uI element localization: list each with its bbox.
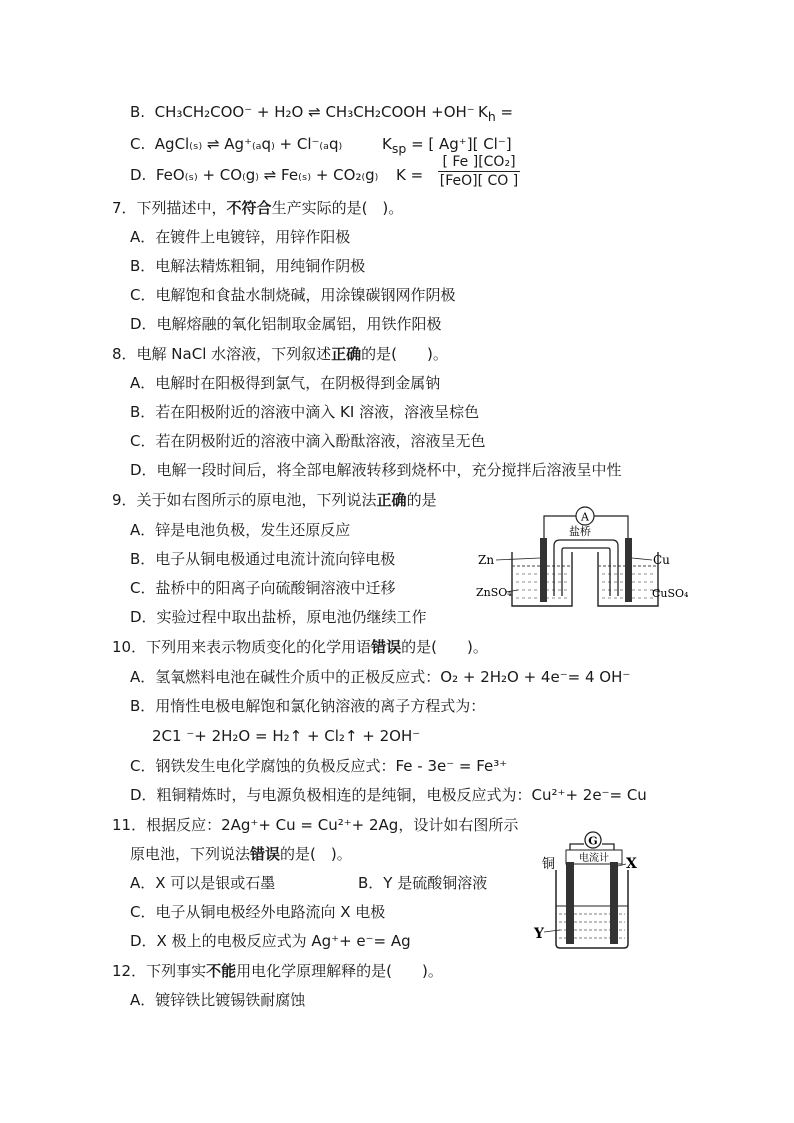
x-label: X <box>626 856 637 872</box>
stem-keyword: 正确 <box>331 345 362 363</box>
q11-option-c: C．电子从铜电极经外电路流向 X 电极 <box>130 903 386 921</box>
q6-option-b-label: B. <box>130 103 146 121</box>
q6-option-c-equation: AgCl₍ₛ₎ ⇌ Ag⁺₍ₐq₎ + Cl⁻₍ₐq₎ <box>154 135 343 153</box>
stem-text: 9．关于如右图所示的原电池，下列说法 <box>112 491 377 509</box>
stem-text: 12．下列事实 <box>112 962 207 980</box>
q6-option-b-k <box>478 102 513 127</box>
q6-option-d <box>130 165 378 185</box>
x-electrode <box>610 862 618 944</box>
fraction-denominator: [FeO][ CO ] <box>439 173 519 189</box>
q10-option-c: C．钢铁发生电化学腐蚀的负极反应式：Fe - 3e⁻ = Fe³⁺ <box>130 757 508 775</box>
k-subscript: h <box>487 109 496 124</box>
q12-stem <box>112 961 443 981</box>
stem-text: 用电化学原理解释的是( )。 <box>236 962 443 980</box>
q6-option-c <box>130 134 342 154</box>
znso4-label: ZnSO₄ <box>476 586 512 599</box>
q12-option-a: A．镀锌铁比镀锡铁耐腐蚀 <box>130 991 306 1009</box>
q11-option-b: B．Y 是硫酸铜溶液 <box>358 874 488 892</box>
stem-text: 7．下列描述中， <box>112 199 227 217</box>
stem-text: 8．电解 NaCl 水溶液，下列叙述 <box>112 345 332 363</box>
q8-option-d: D．电解一段时间后，将全部电解液转移到烧杯中，充分搅拌后溶液呈中性 <box>130 461 622 479</box>
stem-text: 生产实际的是( )。 <box>271 199 404 217</box>
k-subscript: sp <box>391 141 407 156</box>
q9-cell-diagram <box>476 500 696 612</box>
k-expression: = <box>495 103 514 121</box>
fraction-numerator: [ Fe ][CO₂] <box>442 154 516 170</box>
q9-option-c: C．盐桥中的阳离子向硫酸铜溶液中迁移 <box>130 579 396 597</box>
y-label: Y <box>534 926 544 942</box>
stem-keyword: 错误 <box>371 638 402 656</box>
q11-option-d: D．X 极上的电极反应式为 Ag⁺+ e⁻= Ag <box>130 932 411 950</box>
stem-text: 10．下列用来表示物质变化的化学用语 <box>112 638 372 656</box>
q8-option-b: B．若在阳极附近的溶液中滴入 KI 溶液，溶液呈棕色 <box>130 403 480 421</box>
stem-text: 的是( )。 <box>361 345 448 363</box>
q6-option-b <box>130 102 475 122</box>
q6-option-d-label: D. <box>130 166 147 184</box>
k-symbol: K <box>382 135 392 153</box>
q7-stem <box>112 198 403 218</box>
q10-stem <box>112 637 488 657</box>
q9-option-a: A．锌是电池负极，发生还原反应 <box>130 521 351 539</box>
q9-option-d: D．实验过程中取出盐桥，原电池仍继续工作 <box>130 608 427 626</box>
salt-bridge-inner <box>562 548 610 596</box>
stem-keyword: 不符合 <box>226 199 272 217</box>
stem-text: 原电池，下列说法 <box>130 845 251 863</box>
cuso4-label: CuSO₄ <box>652 587 689 600</box>
q10-option-a: A．氢氧燃料电池在碱性介质中的正极反应式：O₂ + 2H₂O + 4e⁻= 4 OH⁻ <box>130 668 631 686</box>
q6-option-b-equation: CH₃CH₂COO⁻ + H₂O ⇌ CH₃CH₂COOH +OH⁻ <box>154 103 475 121</box>
cu-label: Cu <box>653 553 670 567</box>
stem-keyword: 正确 <box>376 491 407 509</box>
q10-option-d: D．粗铜精炼时，与电源负极相连的是纯铜，电极反应式为：Cu²⁺+ 2e⁻= Cu <box>130 786 647 804</box>
zn-electrode <box>540 538 547 602</box>
q11-option-a: A．X 可以是银或石墨 <box>130 874 276 892</box>
copper-electrode <box>566 862 574 944</box>
q6-option-d-k: K = <box>396 166 424 184</box>
q6-option-d-fraction <box>438 154 520 189</box>
galvanometer-symbol: G <box>588 834 598 848</box>
q7-option-a: A．在镀件上电镀锌，用锌作阳极 <box>130 228 351 246</box>
q7-option-b: B．电解法精炼粗铜，用纯铜作阴极 <box>130 257 366 275</box>
stem-text: 的是 <box>406 491 437 509</box>
q11-cell-diagram <box>532 826 652 956</box>
stem-keyword: 不能 <box>206 962 237 980</box>
q8-stem <box>112 344 448 364</box>
q6-option-d-equation: FeO₍ₛ₎ + CO₍g₎ ⇌ Fe₍ₛ₎ + CO₂₍g₎ <box>155 166 379 184</box>
k-symbol: K <box>478 103 488 121</box>
q10-option-b: B．用惰性电极电解饱和氯化钠溶液的离子方程式为： <box>130 697 486 715</box>
k-expression: = [ Ag⁺][ Cl⁻] <box>406 135 512 153</box>
zn-label: Zn <box>478 553 495 567</box>
q7-option-d: D．电解熔融的氧化铝制取金属铝，用铁作阳极 <box>130 315 442 333</box>
q7-option-c: C．电解饱和食盐水制烧碱，用涂镍碳钢网作阴极 <box>130 286 456 304</box>
q9-stem <box>112 490 437 510</box>
q6-option-c-label: C. <box>130 135 146 153</box>
salt-bridge-label: 盐桥 <box>569 525 591 538</box>
q9-option-b: B．电子从铜电极通过电流计流向锌电极 <box>130 550 396 568</box>
meter-label: 电流计 <box>579 853 609 864</box>
q8-option-c: C．若在阴极附近的溶液中滴入酚酞溶液，溶液呈无色 <box>130 432 486 450</box>
q11-stem-line1: 11．根据反应：2Ag⁺+ Cu = Cu²⁺+ 2Ag，设计如右图所示 <box>112 816 519 834</box>
stem-text: 的是( )。 <box>280 845 352 863</box>
fraction-bar <box>438 171 520 172</box>
copper-label: 铜 <box>542 857 556 872</box>
q11-stem-line2 <box>130 844 352 864</box>
q8-option-a: A．电解时在阳极得到氯气，在阴极得到金属钠 <box>130 374 441 392</box>
q10-option-b-equation: 2C1 ⁻+ 2H₂O = H₂↑ + Cl₂↑ + 2OH⁻ <box>152 727 421 745</box>
stem-text: 的是( )。 <box>401 638 488 656</box>
cu-electrode <box>625 538 632 602</box>
stem-keyword: 错误 <box>250 845 281 863</box>
ammeter-label: A <box>581 510 589 524</box>
